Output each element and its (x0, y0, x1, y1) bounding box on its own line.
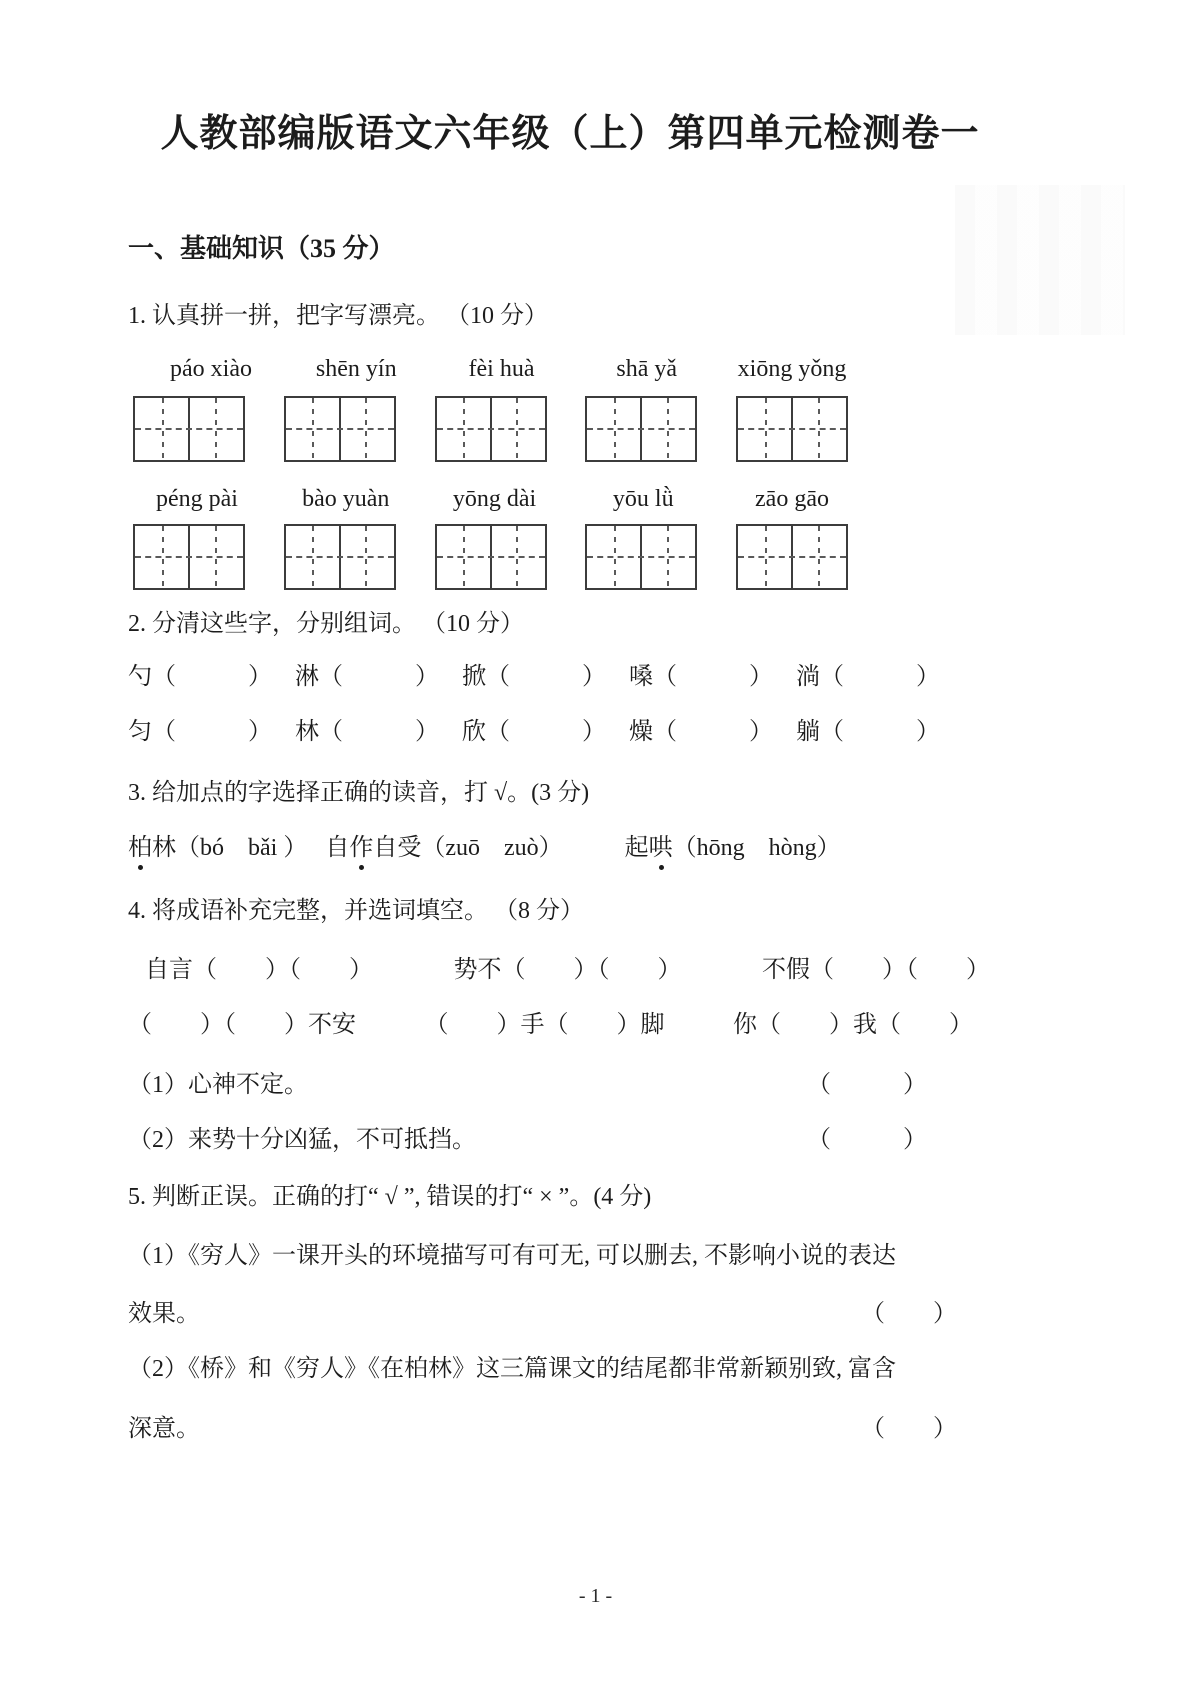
word-blank: 淋（ ） (295, 664, 439, 690)
section1-heading: 一、基础知识（35 分） (128, 234, 395, 263)
pinyin-label: yōng dài (452, 486, 537, 512)
pinyin-label: yōu lǜ (612, 486, 674, 512)
writing-grid-box (585, 524, 697, 590)
pinyin-label: páo xiào (170, 356, 252, 382)
word-blank: 勺（ ） (128, 664, 272, 690)
pron-prefix: 起 (624, 835, 649, 861)
page-number: - 1 - (578, 1585, 613, 1607)
writing-grid-box (435, 524, 547, 590)
sub-item-text: （1）心神不定。 (128, 1072, 308, 1098)
q5-item-2-line-1: （2）《桥》和《穷人》《在柏林》这三篇课文的结尾都非常新颖别致, 富含 (128, 1356, 896, 1382)
page-content (128, 0, 1012, 1444)
emphasis-dot-char: 柏 (128, 835, 152, 861)
q5-item-2-line-2 (128, 1414, 1012, 1444)
writing-grid-box (736, 524, 848, 590)
pinyin-label: zāo gāo (755, 486, 829, 512)
q1-writing-grid-row-2 (133, 524, 848, 590)
answer-paren: （ ） (861, 1416, 957, 1442)
writing-grid-box (435, 396, 547, 462)
q4-sub-item-2 (128, 1125, 1012, 1155)
writing-grid-box (736, 396, 848, 462)
page-title: 人教部编版语文六年级（上）第四单元检测卷一 (160, 113, 980, 155)
pron-item (625, 833, 841, 863)
q1-pinyin-row-2 (141, 484, 848, 514)
item-text: 效果。 (128, 1301, 200, 1327)
pron-rest: （hōng hòng） (672, 835, 841, 861)
q2-heading: 2. 分清这些字，分别组词。 （10 分） (128, 611, 524, 637)
writing-grid-box (284, 524, 396, 590)
idiom-blank: 不假（ ）（ ） (762, 957, 990, 983)
idiom-blank: （ ）（ ）不安 (128, 1012, 356, 1038)
idiom-blank: 你（ ）我（ ） (733, 1012, 973, 1038)
emphasis-dot-char: 作 (349, 835, 374, 861)
pron-item (325, 833, 562, 863)
q1-grid-zone (133, 354, 848, 590)
word-blank: 淌（ ） (796, 664, 940, 690)
pron-rest: 林（bó bǎi ） (152, 835, 308, 861)
pinyin-label: shēn yín (315, 356, 397, 382)
idiom-blank: 势不（ ）（ ） (453, 957, 682, 983)
pinyin-label: shā yǎ (616, 356, 678, 382)
writing-grid-box (133, 524, 245, 590)
idiom-blank: （ ）手（ ）脚 (424, 1012, 665, 1038)
q2-word-row-2 (128, 717, 940, 747)
emphasis-dot-char: 哄 (648, 835, 673, 861)
word-blank: 嗓（ ） (629, 664, 773, 690)
q4-heading: 4. 将成语补充完整，并选词填空。 （8 分） (128, 898, 584, 924)
q4-sub-item-1 (128, 1070, 1012, 1100)
writing-grid-box (133, 396, 245, 462)
pron-rest: 自受（zuō zuò） (373, 835, 563, 861)
q2-word-row-1 (128, 662, 940, 692)
pinyin-label: xiōng yǒng (737, 356, 847, 382)
pron-prefix: 自 (325, 835, 350, 861)
q1-writing-grid-row-1 (133, 396, 848, 462)
q1-heading: 1. 认真拼一拼，把字写漂亮。 （10 分） (128, 303, 548, 329)
word-blank: 林（ ） (295, 719, 439, 745)
writing-grid-box (284, 396, 396, 462)
item-text: 深意。 (128, 1416, 200, 1442)
q4-idiom-row-2 (128, 1010, 973, 1040)
answer-paren: （ ） (807, 1072, 927, 1098)
word-blank: 掀（ ） (462, 664, 606, 690)
answer-paren: （ ） (807, 1127, 927, 1153)
pinyin-label: péng pài (156, 486, 238, 512)
writing-grid-box (585, 396, 697, 462)
q5-item-1-line-1: （1）《穷人》一课开头的环境描写可有可无, 可以删去, 不影响小说的表达 (128, 1243, 896, 1269)
q4-idiom-row-1 (145, 955, 990, 985)
word-blank: 躺（ ） (796, 719, 940, 745)
q5-heading: 5. 判断正误。正确的打“ √ ”, 错误的打“ × ”。(4 分) (128, 1184, 652, 1210)
word-blank: 燥（ ） (629, 719, 773, 745)
q3-heading: 3. 给加点的字选择正确的读音，打 √。(3 分) (128, 780, 590, 806)
idiom-blank: 自言（ ）（ ） (145, 957, 373, 983)
q1-pinyin-row-1 (155, 354, 848, 384)
word-blank: 欣（ ） (462, 719, 606, 745)
q3-pronunciation-line (128, 833, 1012, 863)
sub-item-text: （2）来势十分凶猛，不可抵挡。 (128, 1127, 476, 1153)
pinyin-label: bào yuàn (302, 486, 390, 512)
word-blank: 匀（ ） (128, 719, 272, 745)
answer-paren: （ ） (861, 1301, 957, 1327)
q5-item-1-line-2 (128, 1299, 1012, 1329)
pron-item (128, 833, 307, 863)
pinyin-label: fèi huà (468, 356, 535, 382)
